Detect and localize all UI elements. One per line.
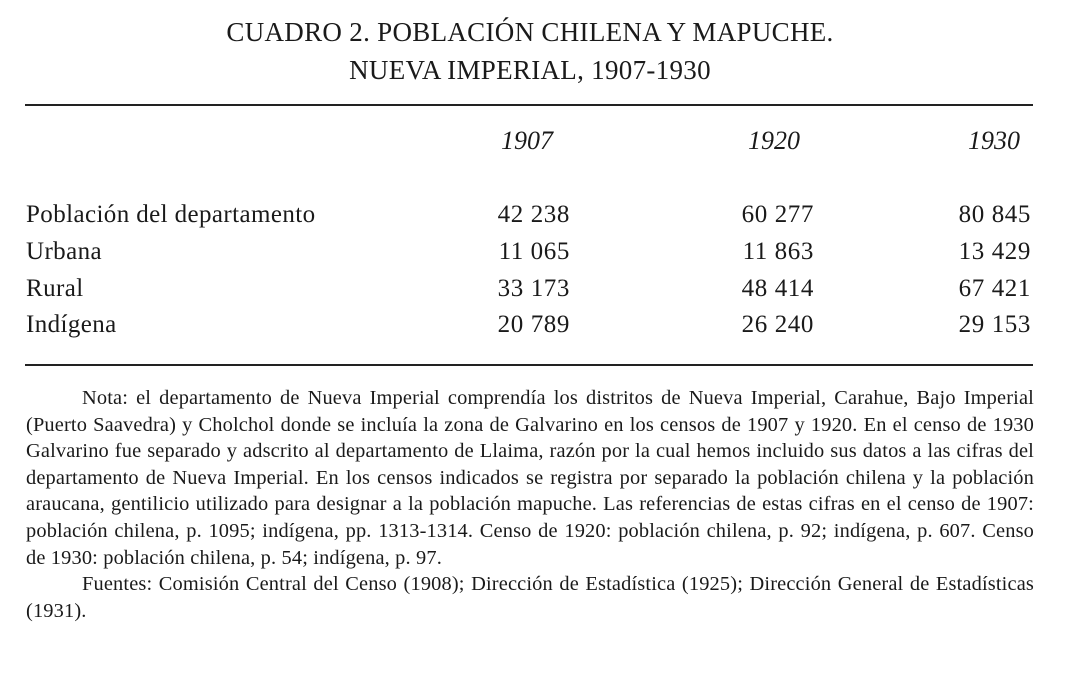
column-header-1920: 1920 [748, 126, 800, 155]
cell-1920: 11 863 [742, 238, 814, 265]
top-rule [25, 104, 1033, 106]
row-label: Indígena [26, 311, 117, 338]
cell-1930: 80 845 [958, 201, 1031, 228]
row-label: Población del departamento [26, 201, 316, 228]
table-title-line-1: CUADRO 2. POBLACIÓN CHILENA Y MAPUCHE. [226, 17, 834, 47]
cell-1930: 67 421 [958, 275, 1031, 302]
bottom-rule [25, 364, 1033, 366]
cell-1907: 11 065 [498, 238, 570, 265]
row-label: Urbana [26, 238, 102, 265]
row-label: Rural [26, 275, 84, 302]
note-paragraph: Nota: el departamento de Nueva Imperial comprendía los distritos de Nueva Imperial, Carahue, Bajo Imperial (Puerto Saavedra) y Cholchol donde se incluía la zona de Galvarino en los censos de 1907 y 1920. En el censo de 1930 Galvarino fue separado y adscrito al departamento de Llaima, razón por la cual hemos incluido sus datos a las cifras del departamento de Nueva Imperial. En los censos indicados se registra por separado la población chilena y la población araucana, gentilicio utilizado para designar a la población mapuche. Las referencias de estas cifras en el censo de 1907: población chilena, p. 1095; indígena, pp. 1313-1314. Censo de 1920: población chilena, p. 92; indígena, p. 607. Censo de 1930: población chilena, p. 54; indígena, p. 97. [26, 387, 1034, 569]
cell-1907: 20 789 [497, 311, 570, 338]
sources-paragraph: Fuentes: Comisión Central del Censo (1908); Dirección de Estadística (1925); Dirección General de Estadísticas (1931). [26, 573, 1034, 622]
table-title-line-2: NUEVA IMPERIAL, 1907-1930 [349, 55, 711, 85]
cell-1920: 48 414 [741, 275, 814, 302]
cell-1907: 42 238 [497, 201, 570, 228]
cell-1907: 33 173 [497, 275, 570, 302]
cell-1930: 29 153 [958, 311, 1031, 338]
table-notes [26, 385, 1034, 624]
column-header-1907: 1907 [501, 126, 553, 155]
cell-1920: 26 240 [741, 311, 814, 338]
cell-1930: 13 429 [958, 238, 1031, 265]
column-header-1930: 1930 [968, 126, 1020, 155]
cell-1920: 60 277 [741, 201, 814, 228]
